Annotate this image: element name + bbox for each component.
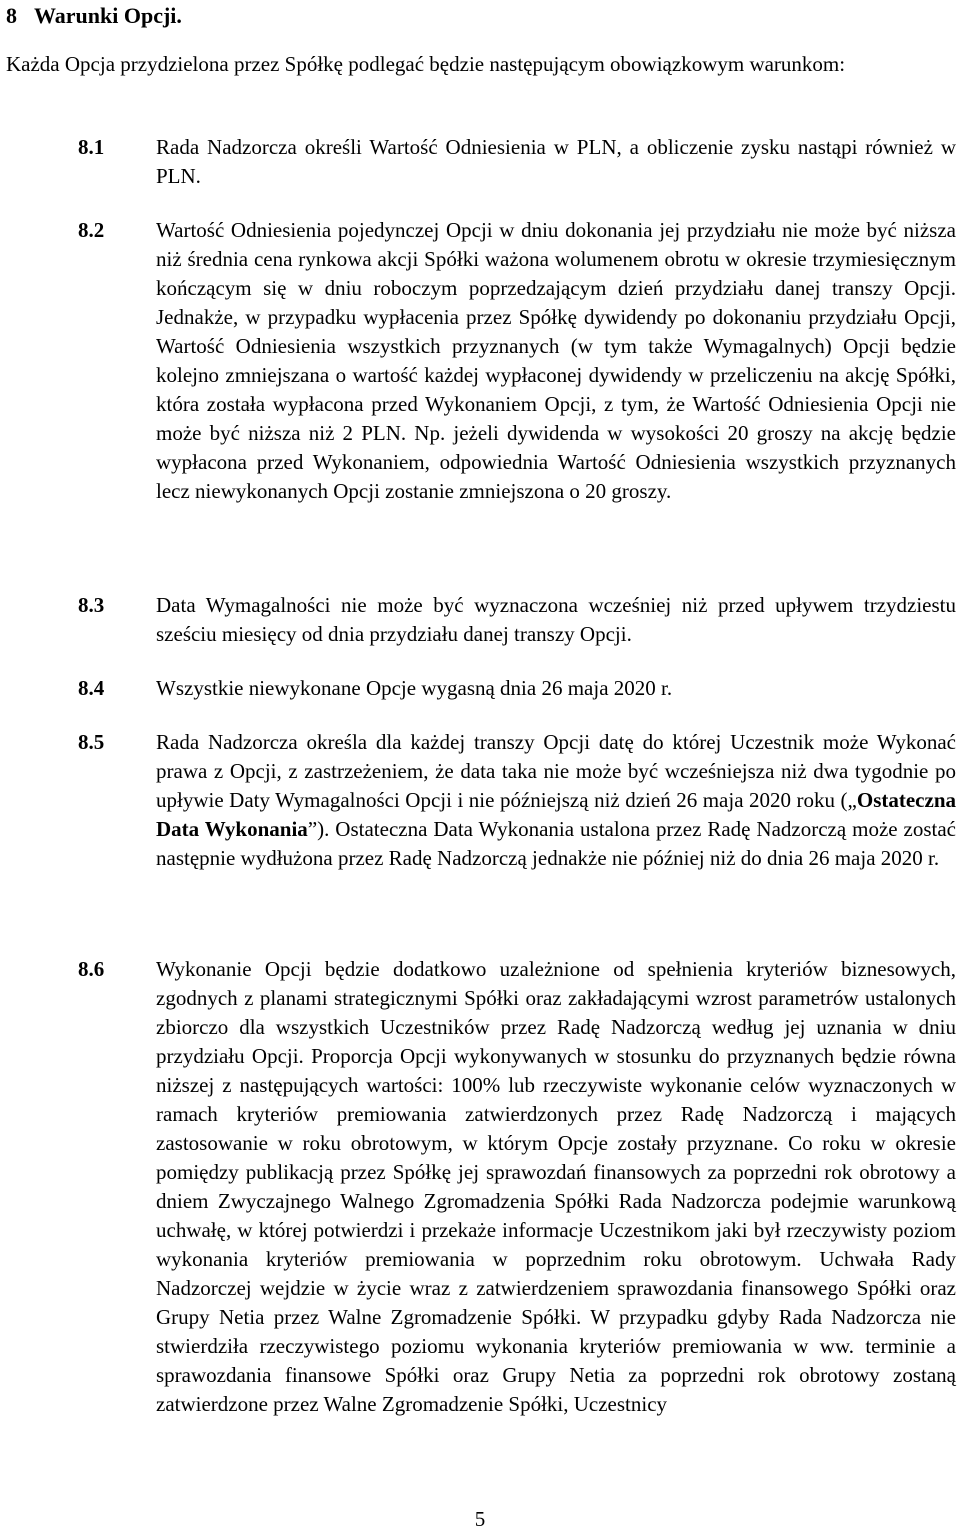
clause-text-before: Rada Nadzorcza określa dla każdej transzy Opcji datę do której Uczestnik może Wykonać prawa z Opcji, z zastrzeżeniem, że data taka nie może być wcześniejsza niż dwa tygodnie po upływie Daty Wymagalności Opcji i nie późniejszą niż dzień 26 maja 2020 roku („: [156, 730, 956, 812]
clause-number: 8.5: [78, 730, 105, 754]
clause-8-3: [78, 591, 956, 649]
clause-8-4: [78, 674, 956, 703]
clause-number: 8.6: [78, 957, 105, 981]
clause-number: 8.2: [78, 218, 105, 242]
clause-8-2: [78, 216, 956, 506]
page-number: 5: [474, 1507, 486, 1531]
defined-term: Ostateczna Data Wykonania: [156, 788, 956, 841]
clause-text: Wartość Odniesienia pojedynczej Opcji w dniu dokonania jej przydziału nie może być niższa niż średnia cena rynkowa akcji Spółki ważona wolumenem obrotu w okresie trzymiesięcznym kończącym się w dniu roboczym poprzedzającym dzień przydziału danej transzy Opcji. Jednakże, w przypadku wypłacenia przez Spółkę dywidendy po dokonaniu przydziału Opcji, Wartość Odniesienia wszystkich przyznanych (w tym także Wymagalnych) Opcji będzie kolejno zmniejszana o wartość każdej wypłaconej dywidendy w przeliczeniu na akcję Spółki, która została wypłacona przed Wykonaniem Opcji, z tym, że Wartość Odniesienia Opcji nie może być niższa niż 2 PLN. Np. jeżeli dywidenda w wysokości 20 groszy na akcję będzie wypłacona przed Wykonaniem, odpowiednia Wartość Odniesienia wszystkich przyznanych lecz niewykonanych Opcji zostanie zmniejszona o 20 groszy.: [156, 218, 956, 503]
clause-text: Data Wymagalności nie może być wyznaczona wcześniej niż przed upływem trzydziestu sześciu miesięcy od dnia przydziału danej transzy Opcji.: [156, 593, 956, 646]
clause-number: 8.4: [78, 676, 105, 700]
clause-text: [156, 728, 956, 873]
clause-8-5: [78, 728, 956, 873]
clause-8-1: [78, 133, 956, 191]
clause-number: 8.3: [78, 593, 105, 617]
clause-text: Rada Nadzorcza określi Wartość Odniesienia w PLN, a obliczenie zysku nastąpi również w PLN.: [156, 135, 956, 188]
clause-text: Wykonanie Opcji będzie dodatkowo uzależnione od spełnienia kryteriów biznesowych, zgodnych z planami strategicznymi Spółki oraz zakładającymi wzrost parametrów ustalonych zbiorczo dla wszystkich Uczestników przez Radę Nadzorczą według jej uznania w dniu przydziału Opcji. Proporcja Opcji wykonywanych w stosunku do przyznanych będzie równa niższej z następujących wartości: 100% lub rzeczywiste wykonanie celów wyznaczonych w ramach kryteriów premiowania zatwierdzonych przez Radę Nadzorczą i mających zastosowanie w roku obrotowym, w którym Opcje zostały przyznane. Co roku w okresie pomiędzy publikacją przez Spółkę jej sprawozdań finansowych za poprzedni rok obrotowy a dniem Zwyczajnego Walnego Zgromadzenia Spółki Rada Nadzorcza podejmie warunkową uchwałę, w której potwierdzi i przekaże informacje Uczestnikom jaki był rzeczywisty poziom wykonania kryteriów premiowania w poprzednim roku obrotowym. Uchwała Rady Nadzorczej wejdzie w życie wraz z zatwierdzeniem sprawozdania finansowego Spółki oraz Grupy Netia przez Walne Zgromadzenie Spółki. W przypadku gdyby Rada Nadzorcza nie stwierdziła rzeczywistego poziomu wykonania kryteriów premiowania w ww. terminie a sprawozdania finansowe Spółki oraz Grupy Netia za poprzedni rok obrotowy zostaną zatwierdzone przez Walne Zgromadzenie Spółki, Uczestnicy: [156, 957, 956, 1416]
clause-text: Wszystkie niewykonane Opcje wygasną dnia 26 maja 2020 r.: [156, 676, 673, 700]
clause-8-6: [78, 955, 956, 1419]
section-title: Warunki Opcji.: [34, 3, 182, 28]
section-heading: [6, 2, 182, 30]
clause-number: 8.1: [78, 135, 105, 159]
clause-text-after: ”). Ostateczna Data Wykonania ustalona przez Radę Nadzorczą może zostać następnie wydłużona przez Radę Nadzorczą jednakże nie później niż do dnia 26 maja 2020 r.: [156, 817, 956, 870]
section-number: 8: [6, 3, 17, 28]
intro-paragraph: Każda Opcja przydzielona przez Spółkę podlegać będzie następującym obowiązkowym warunkom:: [6, 52, 846, 76]
